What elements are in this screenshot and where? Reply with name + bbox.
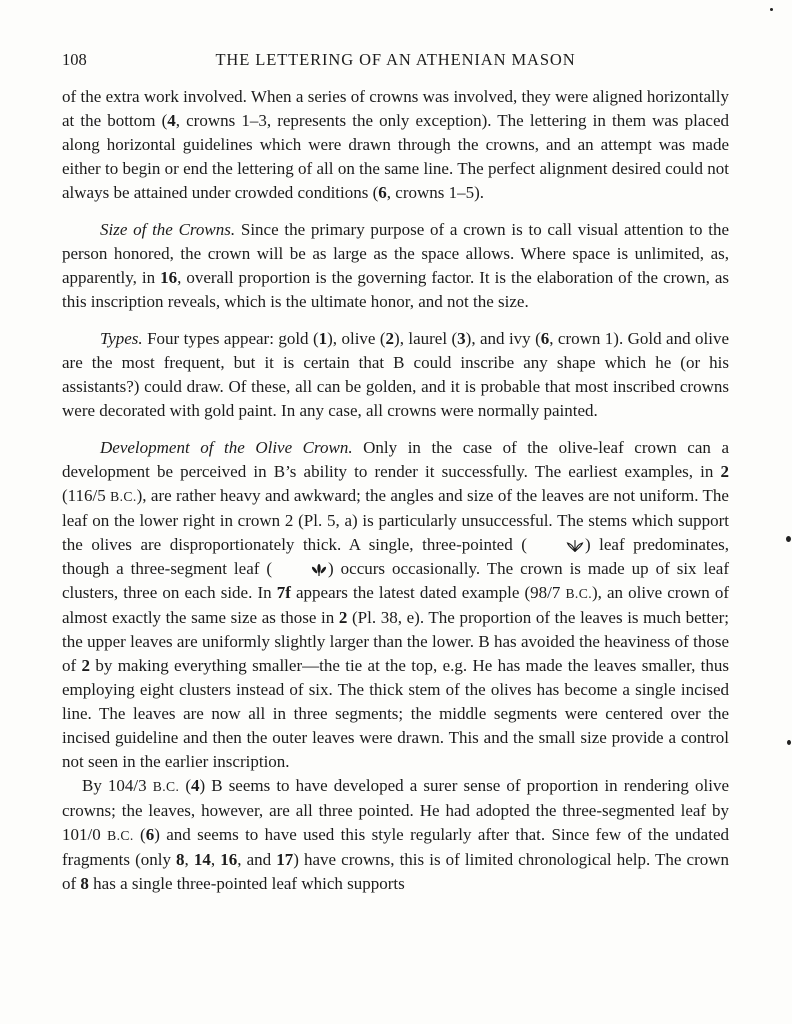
text-run: 8 <box>80 874 89 893</box>
text-run: , <box>210 850 221 869</box>
text-run: , <box>184 850 194 869</box>
text-run: 8 <box>176 850 185 869</box>
text-run: 6 <box>378 183 387 202</box>
text-run: 14 <box>193 850 211 869</box>
text-run: ) and seems to have used this style regularly after that. Since few of the undated fragments (only <box>62 825 729 869</box>
text-run: Development of the Olive Crown. <box>100 438 353 457</box>
text-run: 6 <box>145 825 155 844</box>
text-run: B.C. <box>565 586 592 601</box>
text-run: ( <box>133 825 146 844</box>
paragraph <box>62 85 729 205</box>
text-run: has a single three-pointed leaf which supports <box>88 874 405 893</box>
scan-artifact <box>786 536 791 542</box>
text-run: ), are rather heavy and awkward; the angles and size of the leaves are not uniform. The leaf on the lower right in crown 2 (Pl. 5, a) is particularly unsuccessful. The stems which support the olives are disproportionately thick. A single, three-pointed ( <box>62 486 729 554</box>
text-run: ), laurel ( <box>394 329 458 348</box>
paragraph <box>62 327 729 423</box>
text-run: ), and ivy ( <box>465 329 541 348</box>
text-run: 1 <box>318 329 328 348</box>
scan-artifact <box>787 740 791 745</box>
text-run: of the extra work involved. When a series of crowns was involved, they were aligned horizontally at the bottom ( <box>62 87 729 130</box>
text-run: B.C. <box>152 779 180 794</box>
text-run: , overall proportion is the governing factor. It is the elaboration of the crown, as this inscription reveals, which is the ultimate honor, and not the size. <box>62 268 729 311</box>
text-run: appears the latest dated example (98/7 <box>290 583 566 602</box>
body-text <box>62 85 729 896</box>
text-run: , crown 1). Gold and olive are the most frequent, but it is certain that B could inscribe any shape which he (or his assistants?) could draw. Of these, all can be golden, and it is probable that most inscribed crowns were decorated with gold paint. In any case, all crowns were normally painted. <box>62 329 730 420</box>
text-run: ), olive ( <box>327 329 386 348</box>
paragraph <box>62 218 729 314</box>
text-run: 2 <box>338 608 348 627</box>
text-run: 16 <box>220 850 238 869</box>
three-segment-leaf-icon <box>272 563 328 576</box>
text-run: 2 <box>385 329 395 348</box>
text-run: 6 <box>540 329 550 348</box>
text-run: Only in the case of the olive-leaf crown can a development be perceived in B’s ability to render it successfully. The earliest examples, in <box>62 438 729 481</box>
text-run: 17 <box>276 850 294 869</box>
text-run: Size of the Crowns. <box>100 220 236 239</box>
running-title: THE LETTERING OF AN ATHENIAN MASON <box>215 50 576 69</box>
text-run: (116/5 <box>62 486 111 505</box>
text-run: 2 <box>81 656 91 675</box>
text-run: ) leaf predominates, though a three-segment leaf ( <box>62 535 729 578</box>
text-run: B.C. <box>110 489 137 504</box>
text-run: ) B seems to have developed a surer sense of proportion in rendering olive crowns; the leaves, however, are all three pointed. He had adopted the three-segmented leaf by 101/0 <box>62 776 729 844</box>
text-run: ) have crowns, this is of limited chronological help. The crown of <box>62 850 730 893</box>
text-run: 3 <box>457 329 466 348</box>
text-run: , and <box>237 850 277 869</box>
text-run: Four types appear: gold ( <box>142 329 319 348</box>
text-run: ( <box>179 776 192 795</box>
text-run: 7f <box>276 583 291 602</box>
text-run: , crowns 1–3, represents the only exception). The lettering in them was placed along horizontal guidelines which were drawn through the crowns, and an attempt was made either to begin or end the lettering of all on the same line. The perfect alignment desired could not always be attained under crowded conditions ( <box>62 111 730 202</box>
paragraph <box>62 436 729 774</box>
text-run: 16 <box>160 268 178 287</box>
page-header <box>62 50 729 70</box>
text-run: , crowns 1–5). <box>386 183 485 202</box>
paragraph <box>62 774 729 896</box>
text-run: 4 <box>167 111 176 130</box>
text-run: ), an olive crown of almost exactly the same size as those in <box>62 583 730 627</box>
text-run: 4 <box>191 776 200 795</box>
page-number: 108 <box>62 50 87 69</box>
three-pointed-leaf-icon <box>527 539 585 552</box>
text-run: B.C. <box>107 828 134 843</box>
text-run: By 104/3 <box>82 776 153 795</box>
text-run: (Pl. 38, e). The proportion of the leaves is much better; the upper leaves are uniformly slightly larger than the lower. B has avoided the heaviness of those of <box>62 608 729 675</box>
text-run: ) occurs occasionally. The crown is made up of six leaf clusters, three on each side. In <box>62 559 729 602</box>
text-run: Since the primary purpose of a crown is to call visual attention to the person honored, the crown will be as large as the space allows. Where space is unlimited, as, apparently, in <box>62 220 730 287</box>
text-run: by making everything smaller—the tie at the top, e.g. He has made the leaves smaller, thus employing eight clusters instead of six. The thick stem of the olives has become a single incised line. The leaves are now all in three segments; the middle segments were centered over the incised guideline and then the outer leaves were drawn. This and the small size provide a control not seen in the earlier inscription. <box>62 656 730 771</box>
scan-artifact <box>770 8 773 11</box>
text-run: 2 <box>720 462 729 481</box>
text-run: Types. <box>100 329 143 348</box>
